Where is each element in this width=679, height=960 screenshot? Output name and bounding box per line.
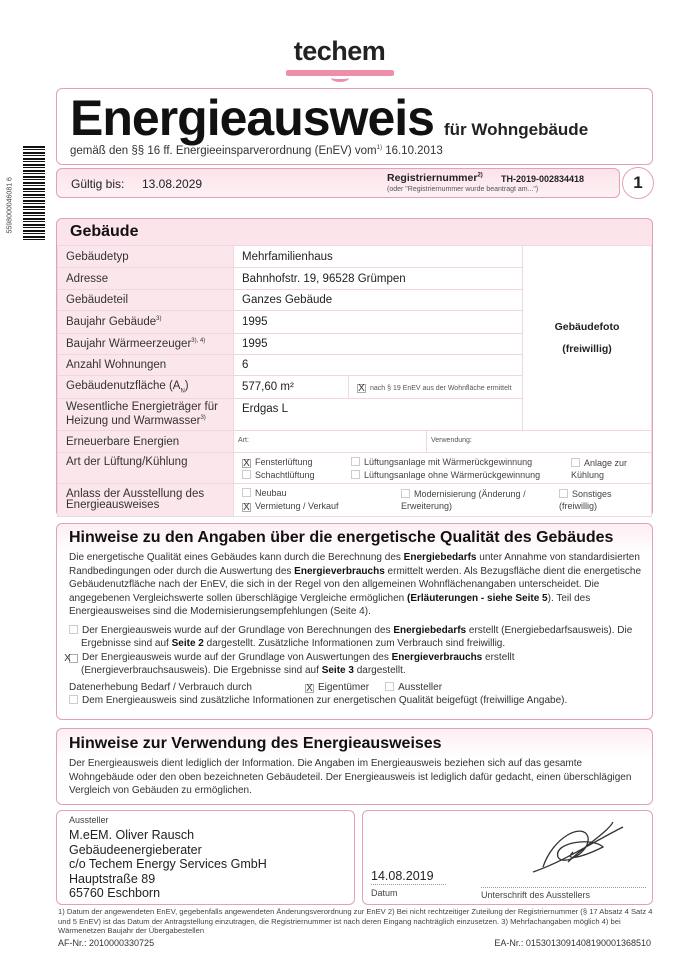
- option-label: Neubau: [255, 488, 287, 498]
- issuer-street: Hauptstraße 89: [69, 871, 156, 886]
- t: erstellt (Energieverbrauchsausweis). Die Ergebnisse sind auf: [81, 651, 515, 676]
- heater-year: 1995: [234, 334, 523, 355]
- barcode-number: 5598000046081 6: [6, 177, 14, 234]
- checkbox: [351, 470, 360, 479]
- logo-mark: [331, 74, 349, 82]
- usage-text: Der Energieausweis dient lediglich der Information. Die Angaben im Energieausweis beziehen sich auf das gesamte Wohngebäude oder den oben bezeichneten Gebäudeteil. Der Energieausweis ist lediglich dafür gedacht, einen überschlägigen Vergleich von Gebäuden zu ermöglichen.: [69, 758, 632, 796]
- issue-date: 14.08.2019: [371, 869, 446, 885]
- document-subtitle: für Wohngebäude: [443, 120, 589, 139]
- footnote-ref: 3): [200, 415, 206, 422]
- footer: [58, 907, 653, 948]
- notes-heading: Hinweise zu den Angaben über die energetische Qualität des Gebäudes: [69, 529, 614, 546]
- data-collection-row: [69, 681, 644, 695]
- option-rent-sale[interactable]: [242, 501, 339, 512]
- option-new-build[interactable]: [242, 488, 287, 498]
- renewable-type: Art:: [234, 431, 427, 452]
- signature: [513, 817, 633, 877]
- occasion-options: [234, 484, 652, 517]
- checkbox: [351, 457, 360, 466]
- row-label: Gebäudeteil: [58, 290, 234, 311]
- option-label: Sonstiges (freiwillig): [559, 489, 612, 511]
- checkbox: [385, 682, 394, 691]
- option-label: Vermietung / Verkauf: [255, 501, 339, 511]
- t: Energieverbrauchs: [294, 565, 385, 577]
- row-label: [58, 334, 234, 355]
- option-issuer[interactable]: [385, 681, 442, 695]
- t: Der Energieausweis wurde auf der Grundlage von Berechnungen des: [82, 624, 394, 636]
- row-label: Erneuerbare Energien: [58, 431, 234, 453]
- apartment-count: 6: [234, 355, 523, 376]
- signature-box: [362, 810, 653, 905]
- t: Teil des Energieausweises sind die Modernisierungsempfehlungen (Seite 4).: [69, 592, 591, 617]
- valid-until-label: Gültig bis:: [71, 177, 125, 191]
- row-label: Adresse: [58, 268, 234, 290]
- t: Dem Energieausweis sind zusätzliche Informationen zur energetischen Qualität beigefügt (freiwillige Angabe).: [82, 695, 568, 706]
- building-part: Ganzes Gebäude: [234, 290, 523, 311]
- registration-note: (oder "Registriernummer wurde beantragt am..."): [387, 186, 539, 193]
- construction-year: 1995: [234, 311, 523, 334]
- label-text: Baujahr Gebäude: [66, 316, 157, 328]
- option-other[interactable]: [559, 488, 629, 512]
- building-table: [57, 245, 652, 517]
- option-owner[interactable]: [305, 681, 369, 695]
- legal-basis: [70, 145, 443, 157]
- techem-logo: techem: [293, 36, 386, 66]
- document-title: Energieausweis: [70, 90, 434, 146]
- t: (Erläuterungen - siehe Seite 5: [407, 592, 548, 604]
- option-label: Lüftungsanlage ohne Wärmerückgewinnung: [364, 470, 541, 480]
- t: Aussteller: [398, 681, 443, 693]
- option-cooling[interactable]: [571, 457, 641, 481]
- issuer-role: Gebäudeenergieberater: [69, 842, 202, 857]
- issuer-city: 65760 Eschborn: [69, 886, 161, 900]
- row-label: [58, 376, 234, 399]
- barcode: [23, 146, 45, 240]
- label-sub: N: [180, 388, 185, 395]
- issuer-address: [69, 828, 267, 901]
- registration-number: TH-2019-002834418: [501, 174, 585, 184]
- option-heat-recovery[interactable]: [351, 457, 532, 467]
- validity-bar: [56, 168, 620, 198]
- t: unter Annahme von standardisierten Randbedingungen oder durch die Auswertung des: [69, 552, 640, 577]
- footnotes: 1) Datum der angewendeten EnEV, gegebenfalls angewendeten Änderungsverordnung zur EnEV 2) Bei nicht rechtzeitiger Zuteilung der Registriernummer (§ 17 Absatz 4 Satz 4 und 5 EnEV) ist das Datum der Antragstellung einzutragen, die Registriernummer ist nach deren Eingang nachträglich einzusetzen. 3) Mehrfachangaben möglich 4) bei Wärmenetzen Baujahr der Übergabestellen: [58, 907, 653, 936]
- af-number: AF-Nr.: 2010000330725: [58, 937, 155, 948]
- building-photo-placeholder: [523, 246, 652, 431]
- option-consumption-certificate[interactable]: [64, 651, 569, 678]
- renewable-use: Verwendung:: [431, 437, 472, 444]
- checkbox-checked: X: [243, 502, 250, 513]
- option-label: Modernisierung (Änderung / Erweiterung): [401, 489, 526, 511]
- renewable-cells: [234, 431, 652, 453]
- ventilation-options: [234, 453, 652, 484]
- option-label: Anlage zur Kühlung: [571, 458, 628, 480]
- usage-heading: Hinweise zur Verwendung des Energieausweises: [69, 735, 442, 752]
- building-type: Mehrfamilienhaus: [234, 246, 523, 268]
- notes-paragraph: [69, 551, 644, 619]
- t: Die energetische Qualität eines Gebäudes kann durch die Berechnung des: [69, 552, 404, 563]
- footnote-ref: 3), 4): [191, 338, 206, 345]
- t: dargestellt.: [353, 665, 406, 676]
- date-label: Datum: [371, 888, 398, 898]
- checkbox: [242, 470, 251, 479]
- t: Seite 3: [321, 665, 354, 676]
- notes-flow: [64, 529, 644, 708]
- option-demand-certificate[interactable]: [69, 624, 644, 651]
- usable-area: 577,60 m²: [234, 376, 349, 399]
- issuer-box: [56, 810, 355, 905]
- t: erstellt (Energiebedarfsausweis). Die Ergebnisse sind auf: [81, 624, 633, 649]
- row-label: Anzahl Wohnungen: [58, 355, 234, 376]
- footnote-ref: 3): [156, 316, 162, 323]
- option-additional-info[interactable]: [69, 694, 644, 708]
- row-label: Art der Lüftung/Kühlung: [58, 453, 234, 484]
- checkbox-checked: X: [306, 682, 313, 694]
- checkbox: [571, 458, 580, 467]
- area-note: nach § 19 EnEV aus der Wohnfläche ermittelt: [370, 385, 512, 392]
- option-label: Fensterlüftung: [255, 457, 313, 467]
- label-end: ): [184, 379, 189, 392]
- checkbox: [242, 488, 251, 497]
- issuer-name: M.eEM. Oliver Rausch: [69, 828, 195, 842]
- area-method: [349, 376, 523, 399]
- option-shaft[interactable]: [242, 470, 315, 480]
- t: dargestellt. Zusätzliche Informationen zum Verbrauch sind freiwillig.: [203, 638, 506, 649]
- checkbox: [401, 489, 410, 498]
- option-label: Lüftungsanlage mit Wärmerückgewinnung: [364, 457, 533, 467]
- label-text: Wesentliche Energieträger für Heizung und Warmwasser: [66, 401, 218, 427]
- label-text: Gebäudenutzfläche (A: [66, 379, 181, 392]
- label-text: Baujahr Wärmeerzeuger: [66, 338, 192, 350]
- energy-carrier: Erdgas L: [234, 399, 523, 431]
- footnote-ref: 1): [376, 145, 382, 152]
- photo-label: Gebäudefoto: [554, 321, 620, 333]
- building-heading: Gebäude: [70, 223, 139, 240]
- t: Seite 2: [171, 638, 204, 649]
- valid-until-date: 13.08.2029: [142, 177, 203, 191]
- usage-section: [56, 728, 653, 805]
- checkbox-checked[interactable]: X: [358, 383, 365, 394]
- t: Energiebedarfs: [393, 624, 467, 636]
- option-modernisation[interactable]: [401, 488, 526, 512]
- option-no-heat-recovery[interactable]: [351, 470, 540, 480]
- checkbox-checked: X: [69, 654, 78, 663]
- notes-section: [56, 523, 653, 720]
- footnote-ref: 2): [477, 172, 483, 179]
- registration-label: [387, 172, 483, 184]
- law-text: gemäß den §§ 16 ff. Energieeinsparverordnung (EnEV) vom: [70, 145, 377, 157]
- row-label: [58, 399, 234, 431]
- t: Der Energieausweis wurde auf der Grundlage von Auswertungen des: [82, 651, 392, 663]
- photo-note: (freiwillig): [562, 343, 612, 355]
- t: Energiebedarfs: [403, 552, 477, 563]
- row-label: [58, 311, 234, 334]
- t: Energieverbrauchs: [391, 651, 483, 663]
- ea-number: EA-Nr.: 01530130914081900013685​10: [494, 937, 651, 948]
- checkbox: [69, 695, 78, 704]
- law-date: 16.10.2013: [385, 145, 443, 157]
- t: ).: [547, 592, 554, 604]
- checkbox: [559, 489, 568, 498]
- address: Bahnhofstr. 19, 96528 Grümpen: [234, 268, 523, 290]
- row-label: Gebäudetyp: [58, 246, 234, 268]
- footer-numbers: [58, 938, 653, 948]
- checkbox-checked: X: [243, 458, 250, 469]
- page-number: 1: [622, 167, 654, 199]
- issuer-company: c/o Techem Energy Services GmbH: [69, 857, 267, 871]
- row-label: Anlass der Ausstellung des Energieausweises: [58, 484, 234, 517]
- reg-label: Registriernummer: [387, 172, 478, 184]
- option-label: Schachtlüftung: [255, 470, 315, 480]
- title-row: [70, 88, 588, 148]
- checkbox: [69, 625, 78, 634]
- usage-flow: [69, 735, 644, 798]
- option-window[interactable]: [242, 457, 313, 468]
- signature-label: Unterschrift des Ausstellers: [481, 887, 646, 900]
- t: ermittelt werden. Als Bezugsfläche dient die energetische Gebäudenutzfläche nach der EnEV, die sich in der Regel von den allgemeinen Wohnflächenangaben unterscheidet. Die angegebenen Vergleichswerte sollen überschlägige Vergleiche ermöglichen: [69, 565, 642, 604]
- issuer-label: Aussteller: [69, 815, 109, 825]
- data-collection-label: Datenerhebung Bedarf / Verbrauch durch: [69, 681, 252, 693]
- t: Eigentümer: [318, 681, 370, 693]
